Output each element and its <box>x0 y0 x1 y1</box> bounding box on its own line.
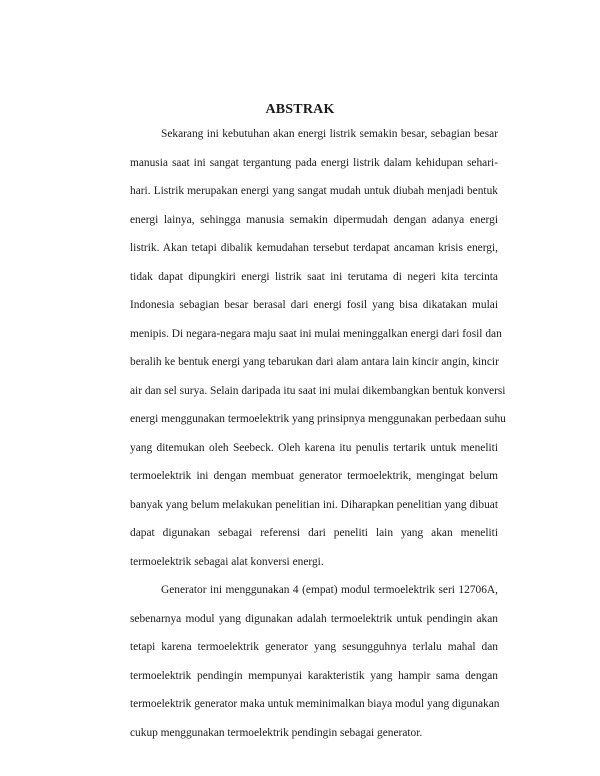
paragraph-line: manusia saat ini sangat tergantung pada energi listrik dalam kehidupan sehari- <box>130 157 498 169</box>
paragraph-line: energi menggunakan termoelektrik yang prinsipnya menggunakan perbedaan suhu <box>130 413 506 425</box>
paragraph-line: dapat digunakan sebagai referensi dari peneliti lain yang akan meneliti <box>130 527 498 539</box>
paragraph-line: termoelektrik sebagai alat konversi energi. <box>130 556 324 568</box>
paragraph-line: banyak yang belum melakukan penelitian ini. Diharapkan penelitian yang dibuat <box>130 499 498 511</box>
paragraph-line: termoelektrik pendingin mempunyai karakteristik yang hampir sama dengan <box>130 670 498 682</box>
paragraph-line: hari. Listrik merupakan energi yang sangat mudah untuk diubah menjadi bentuk <box>130 185 498 197</box>
paragraph-line: tidak dapat dipungkiri energi listrik saat ini terutama di negeri kita tercinta <box>130 271 498 283</box>
paragraph-line: Indonesia sebagian besar berasal dari energi fosil yang bisa dikatakan mulai <box>130 299 498 311</box>
paragraph-line: Sekarang ini kebutuhan akan energi listrik semakin besar, sebagian besar <box>161 128 498 140</box>
paragraph-line: listrik. Akan tetapi dibalik kemudahan tersebut terdapat ancaman krisis energi, <box>130 242 498 254</box>
paragraph-line: cukup menggunakan termoelektrik pendingin sebagai generator. <box>130 727 423 739</box>
paragraph-line: beralih ke bentuk energi yang tebarukan dari alam antara lain kincir angin, kincir <box>130 356 499 368</box>
paragraph-line: air dan sel surya. Selain daripada itu saat ini mulai dikembangkan bentuk konversi <box>130 385 506 397</box>
paragraph-line: termoelektrik generator maka untuk meminimalkan biaya modul yang digunakan <box>130 698 500 710</box>
paragraph-line: Generator ini menggunakan 4 (empat) modul termoelektrik seri 12706A, <box>161 584 498 596</box>
page-title: ABSTRAK <box>265 102 335 117</box>
paragraph-line: tetapi karena termoelektrik generator yang sesungguhnya terlalu mahal dan <box>130 641 498 653</box>
paragraph-line: yang ditemukan oleh Seebeck. Oleh karena itu penulis tertarik untuk meneliti <box>130 442 498 454</box>
paragraph-line: sebenarnya modul yang digunakan adalah termoelektrik untuk pendingin akan <box>130 613 498 625</box>
paragraph-line: menipis. Di negara-negara maju saat ini mulai meninggalkan energi dari fosil dan <box>130 328 502 340</box>
paragraph-line: termoelektrik ini dengan membuat generator termoelektrik, mengingat belum <box>130 470 498 482</box>
paragraph-line: energi lainya, sehingga manusia semakin dipermudah dengan adanya energi <box>130 214 498 226</box>
